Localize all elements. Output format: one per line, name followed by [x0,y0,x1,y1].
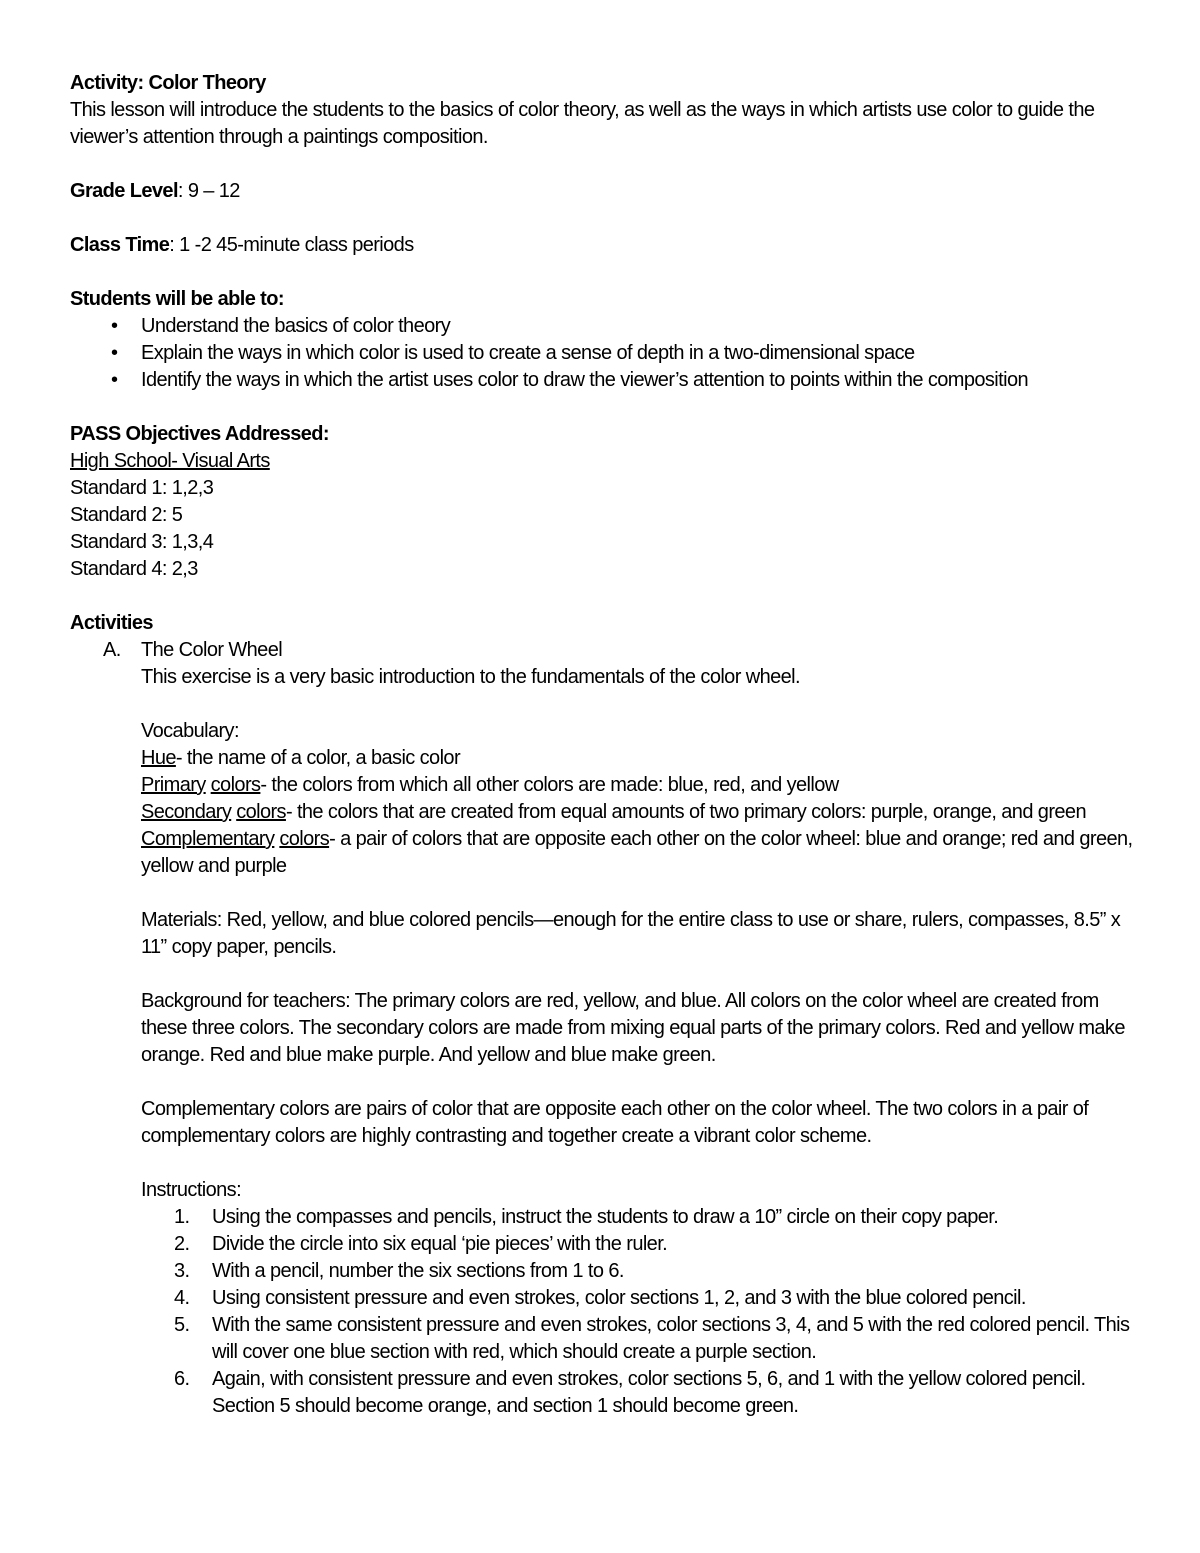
step-number: 6. [174,1368,190,1390]
grade-level-label: Grade Level [70,180,178,202]
spacer [70,259,1140,286]
step-number: 5. [174,1314,190,1336]
step-number: 4. [174,1287,190,1309]
vocab-item-primary [141,772,1140,799]
instructions-list [70,1204,1140,1420]
list-item: • Understand the basics of color theory [70,313,1140,340]
step-text: With the same consistent pressure and even strokes, color sections 3, 4, and 5 with the red colored pencil. This will cover one blue section with red, which should create a purple section. [212,1314,1130,1363]
step-number: 2. [174,1233,190,1255]
vocab-term: Primary [141,774,206,796]
activity-a-intro: This exercise is a very basic introduction to the fundamentals of the color wheel. [141,666,800,688]
list-item [141,1366,1140,1420]
spacer [70,151,1140,178]
grade-level [70,178,1140,205]
spacer [70,205,1140,232]
step-text: Using the compasses and pencils, instruct the students to draw a 10” circle on their copy paper. [212,1206,999,1228]
vocab-definition: - the colors from which all other colors are made: blue, red, and yellow [260,774,839,796]
students-able-heading: Students will be able to: [70,288,284,310]
vocab-item-hue [141,745,1140,772]
spacer [70,394,1140,421]
students-able-list [70,313,1140,394]
spacer [141,691,1140,718]
class-time-label: Class Time [70,234,170,256]
step-text: Divide the circle into six equal ‘pie pieces’ with the ruler. [212,1233,668,1255]
standard-item: Standard 1: 1,2,3 [70,477,214,499]
activity-a-letter: A. [103,639,121,661]
activity-title: Color Theory [148,72,266,94]
activity-a-title: The Color Wheel [141,639,283,661]
activities-heading: Activities [70,612,153,634]
class-time-value: : 1 -2 45-minute class periods [169,234,414,256]
list-item [141,1204,1140,1231]
activity-header [70,70,1140,97]
grade-level-value: : 9 – 12 [177,180,240,202]
instructions-heading: Instructions: [141,1179,242,1201]
spacer [141,1150,1140,1177]
pass-subheading: High School- Visual Arts [70,450,270,472]
vocab-term: Hue [141,747,176,769]
list-item [141,1312,1140,1366]
vocab-definition: - the colors that are created from equal amounts of two primary colors: purple, orange, and green [285,801,1086,823]
background-paragraph: Background for teachers: The primary colors are red, yellow, and blue. All colors on the color wheel are created from these three colors. The secondary colors are made from mixing equal parts of the primary colors. Red and yellow make orange. Red and blue make purple. And yellow and blue make green. [141,990,1125,1066]
complementary-paragraph: Complementary colors are pairs of color that are opposite each other on the color wheel. The two colors in a pair of complementary colors are highly contrasting and together create a vibrant color scheme. [141,1098,1089,1147]
vocab-term: Secondary [141,801,232,823]
activity-description: This lesson will introduce the students to the basics of color theory, as well as the ways in which artists use color to guide the viewer’s attention through a paintings composition. [70,99,1095,148]
class-time [70,232,1140,259]
vocab-item-complementary [141,826,1140,880]
list-item [141,1258,1140,1285]
standard-item: Standard 3: 1,3,4 [70,531,214,553]
standard-item: Standard 2: 5 [70,504,183,526]
vocab-term: colors [236,801,286,823]
activity-a [70,637,1140,1204]
materials-paragraph: Materials: Red, yellow, and blue colored pencils—enough for the entire class to use or share, rulers, compasses, 8.5” x 11” copy paper, pencils. [141,909,1121,958]
vocab-term: colors [279,828,330,850]
spacer [70,583,1140,610]
list-item: • Explain the ways in which color is used to create a sense of depth in a two-dimensional space [70,340,1140,367]
list-item [141,1231,1140,1258]
spacer [141,961,1140,988]
spacer [141,1069,1140,1096]
step-text: With a pencil, number the six sections from 1 to 6. [212,1260,624,1282]
list-item: • Identify the ways in which the artist uses color to draw the viewer’s attention to points within the composition [70,367,1140,394]
vocab-term: Complementary [141,828,275,850]
step-text: Again, with consistent pressure and even strokes, color sections 5, 6, and 1 with the yellow colored pencil. Section 5 should become orange, and section 1 should become green. [212,1368,1086,1417]
step-number: 1. [174,1206,190,1228]
step-text: Using consistent pressure and even strokes, color sections 1, 2, and 3 with the blue colored pencil. [212,1287,1026,1309]
vocab-term: colors [210,774,261,796]
vocab-definition: - a pair of colors that are opposite each other on the color wheel: blue and orange; red and green, yellow and purple [141,828,1133,877]
list-item [141,1285,1140,1312]
pass-heading: PASS Objectives Addressed: [70,423,329,445]
vocab-item-secondary [141,799,1140,826]
vocab-definition: - the name of a color, a basic color [175,747,461,769]
activity-label: Activity: [70,72,144,94]
standard-item: Standard 4: 2,3 [70,558,198,580]
spacer [141,880,1140,907]
step-number: 3. [174,1260,190,1282]
vocabulary-heading: Vocabulary: [141,720,239,742]
